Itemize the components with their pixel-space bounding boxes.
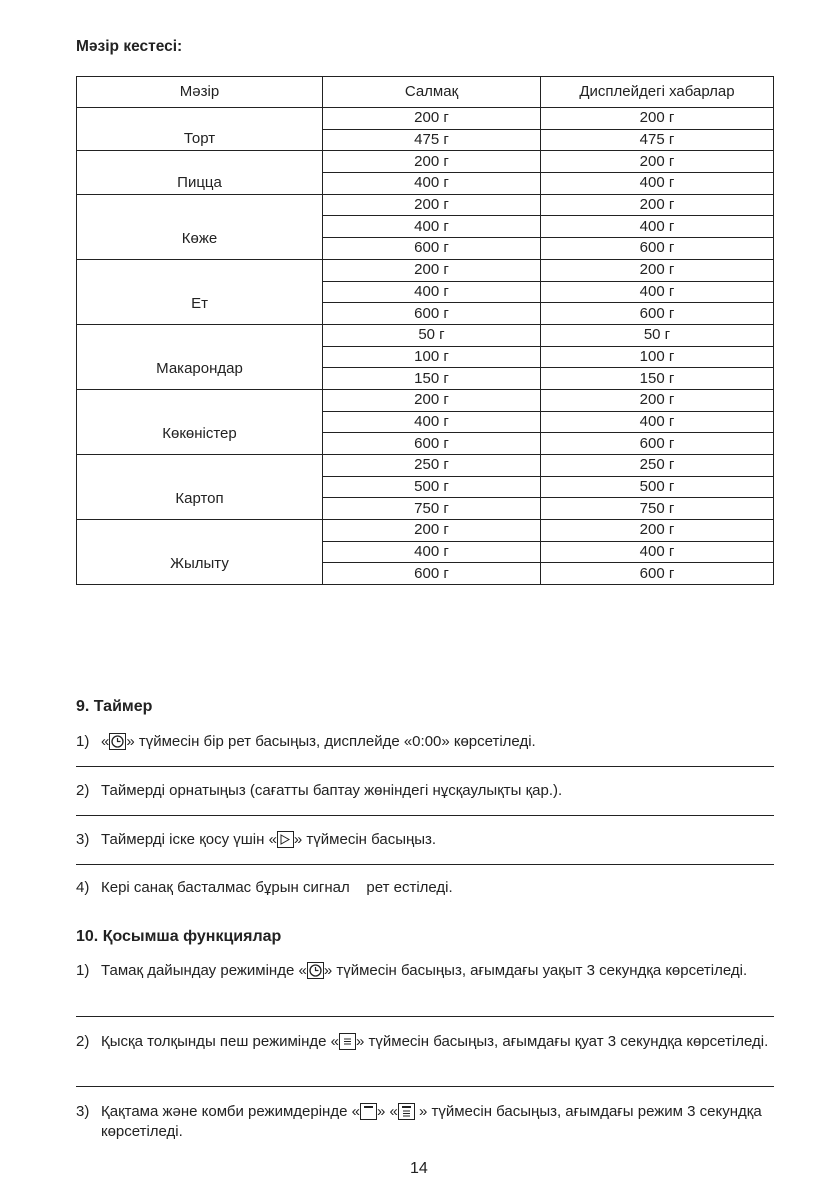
weight-cell: 475 г (323, 129, 541, 151)
item-text: » түймесін бір рет басыңыз, дисплейде «0:00» көрсетіледі. (126, 733, 536, 750)
item-text: Тамақ дайындау режимінде « (101, 962, 307, 979)
weight-cell: 200 г (323, 108, 541, 130)
divider (76, 1016, 774, 1017)
display-cell: 400 г (541, 411, 774, 433)
display-cell: 250 г (541, 455, 774, 477)
weight-cell: 200 г (323, 151, 541, 173)
weight-cell: 600 г (323, 563, 541, 585)
display-cell: 600 г (541, 303, 774, 325)
menu-table (76, 76, 774, 585)
page-number: 14 (410, 1160, 428, 1177)
menu-table-title: Мәзір кестесі: (76, 38, 183, 55)
item-text: Таймерді іске қосу үшін « (101, 831, 277, 848)
table-row (77, 389, 774, 411)
menu-cell: Жылыту (77, 520, 323, 585)
list-item (76, 781, 776, 801)
display-cell: 475 г (541, 129, 774, 151)
weight-cell: 600 г (323, 433, 541, 455)
weight-cell: 200 г (323, 520, 541, 542)
display-cell: 200 г (541, 151, 774, 173)
display-cell: 500 г (541, 476, 774, 498)
menu-cell: Пицца (77, 151, 323, 194)
menu-cell: Картоп (77, 455, 323, 520)
item-number: 1) (76, 733, 90, 750)
divider (76, 864, 774, 865)
item-number: 3) (76, 1103, 90, 1120)
display-cell: 200 г (541, 259, 774, 281)
divider (76, 1086, 774, 1087)
combi-icon (398, 1103, 415, 1120)
divider (76, 815, 774, 816)
display-cell: 200 г (541, 520, 774, 542)
item-number: 4) (76, 879, 90, 896)
grill-icon (360, 1103, 377, 1120)
list-item (76, 830, 776, 850)
header-menu: Мәзір (77, 77, 323, 108)
display-cell: 400 г (541, 173, 774, 195)
weight-cell: 250 г (323, 455, 541, 477)
weight-cell: 500 г (323, 476, 541, 498)
weight-cell: 600 г (323, 303, 541, 325)
microwave-power-icon (339, 1033, 356, 1050)
clock-icon (109, 733, 126, 750)
menu-cell: Көкөністер (77, 389, 323, 454)
weight-cell: 150 г (323, 368, 541, 390)
item-text: » түймесін басыңыз, ағымдағы қуат 3 секундқа көрсетіледі. (356, 1033, 769, 1050)
table-row (77, 324, 774, 346)
header-weight: Салмақ (323, 77, 541, 108)
weight-cell: 100 г (323, 346, 541, 368)
display-cell: 400 г (541, 216, 774, 238)
weight-cell: 400 г (323, 541, 541, 563)
list-item (76, 1032, 776, 1052)
menu-cell: Көже (77, 194, 323, 259)
menu-cell: Торт (77, 108, 323, 151)
weight-cell: 200 г (323, 194, 541, 216)
item-text: » түймесін басыңыз. (293, 831, 437, 848)
display-cell: 600 г (541, 563, 774, 585)
weight-cell: 600 г (323, 238, 541, 260)
menu-cell: Макарондар (77, 324, 323, 389)
item-text: Кері санақ басталмас бұрын сигнал рет естіледі. (101, 879, 453, 896)
table-row (77, 108, 774, 130)
display-cell: 200 г (541, 389, 774, 411)
list-item (76, 878, 776, 898)
weight-cell: 200 г (323, 389, 541, 411)
display-cell: 50 г (541, 324, 774, 346)
list-item (76, 732, 776, 752)
start-icon (277, 831, 294, 848)
table-row (77, 151, 774, 173)
display-cell: 150 г (541, 368, 774, 390)
display-cell: 400 г (541, 541, 774, 563)
item-text: » түймесін басыңыз, ағымдағы режим 3 секундқа көрсетіледі. (101, 1103, 762, 1140)
weight-cell: 400 г (323, 216, 541, 238)
table-row (77, 194, 774, 216)
display-cell: 200 г (541, 108, 774, 130)
display-cell: 600 г (541, 433, 774, 455)
weight-cell: 750 г (323, 498, 541, 520)
section-9-heading: 9. Таймер (76, 698, 153, 715)
weight-cell: 400 г (323, 281, 541, 303)
table-row (77, 259, 774, 281)
item-text: Қысқа толқынды пеш режимінде « (101, 1033, 340, 1050)
item-text: Қақтама және комби режимдерінде « (101, 1103, 360, 1120)
weight-cell: 400 г (323, 411, 541, 433)
divider (76, 766, 774, 767)
item-number: 2) (76, 1033, 90, 1050)
item-text: Таймерді орнатыңыз (сағатты баптау жөніндегі нұсқаулықты қар.). (101, 782, 563, 799)
display-cell: 600 г (541, 238, 774, 260)
section-10-heading: 10. Қосымша функциялар (76, 928, 282, 945)
item-text: » түймесін басыңыз, ағымдағы уақыт 3 секундқа көрсетіледі. (323, 962, 748, 979)
display-cell: 200 г (541, 194, 774, 216)
display-cell: 100 г (541, 346, 774, 368)
weight-cell: 200 г (323, 259, 541, 281)
list-item (76, 961, 776, 981)
menu-cell: Ет (77, 259, 323, 324)
item-text: » « (376, 1103, 398, 1120)
item-number: 3) (76, 831, 90, 848)
item-text: « (101, 733, 110, 750)
display-cell: 400 г (541, 281, 774, 303)
table-row (77, 520, 774, 542)
item-number: 1) (76, 962, 90, 979)
weight-cell: 50 г (323, 324, 541, 346)
list-item (76, 1102, 776, 1142)
item-number: 2) (76, 782, 90, 799)
clock-icon (307, 962, 324, 979)
table-row (77, 455, 774, 477)
header-display: Дисплейдегі хабарлар (541, 77, 774, 108)
display-cell: 750 г (541, 498, 774, 520)
weight-cell: 400 г (323, 173, 541, 195)
